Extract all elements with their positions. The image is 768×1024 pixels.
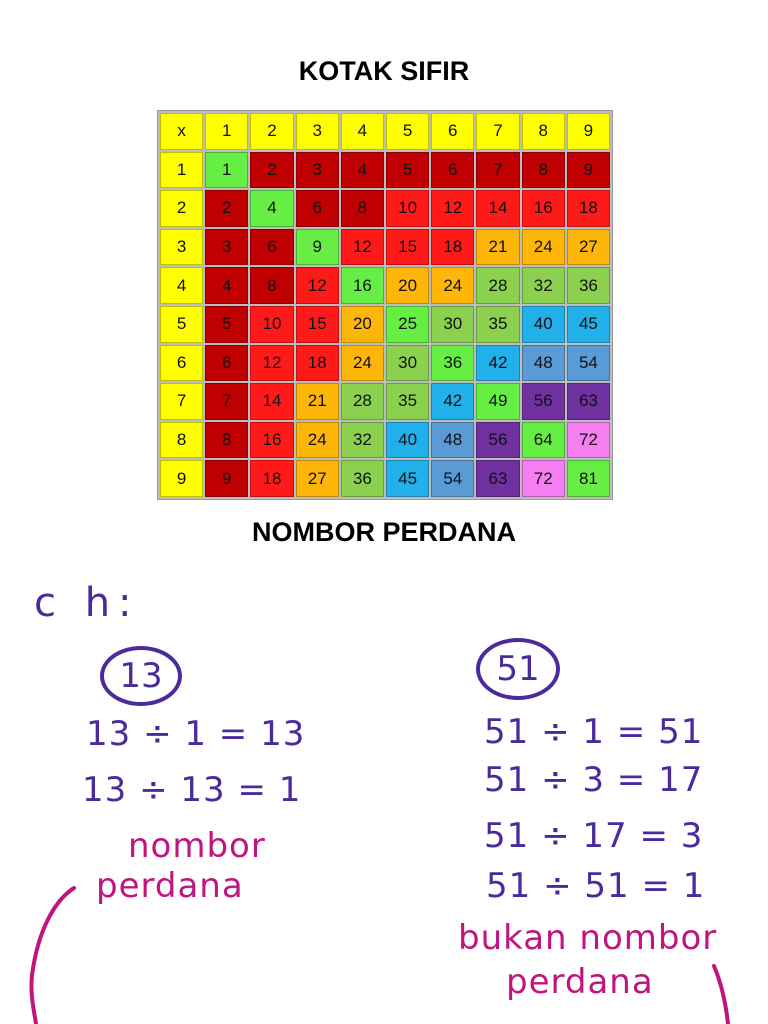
table-cell: 56 (522, 383, 565, 420)
table-cell: 5 (205, 306, 248, 343)
table-column-header: 1 (205, 113, 248, 150)
right-verdict-line-2: perdana (506, 962, 654, 1002)
table-cell: 21 (476, 229, 519, 266)
table-cell: 24 (296, 422, 339, 459)
table-cell: 32 (522, 267, 565, 304)
table-cell: 15 (386, 229, 429, 266)
right-calc-line-4: 51 ÷ 51 = 1 (486, 866, 706, 906)
table-cell: 42 (476, 345, 519, 382)
table-cell: 28 (341, 383, 384, 420)
table-cell: 6 (250, 229, 293, 266)
table-cell: 4 (205, 267, 248, 304)
table-cell: 24 (341, 345, 384, 382)
table-cell: 56 (476, 422, 519, 459)
table-cell: 20 (386, 267, 429, 304)
table-row-header: 6 (160, 345, 203, 382)
table-column-header: 5 (386, 113, 429, 150)
page-title: KOTAK SIFIR (298, 56, 470, 86)
table-cell: 45 (567, 306, 610, 343)
table-cell: 14 (476, 190, 519, 227)
right-calc-line-3: 51 ÷ 17 = 3 (484, 816, 704, 856)
table-cell: 8 (205, 422, 248, 459)
table-cell: 16 (250, 422, 293, 459)
table-cell: 10 (250, 306, 293, 343)
table-cell: 12 (431, 190, 474, 227)
table-cell: 8 (522, 152, 565, 189)
table-row-header: 8 (160, 422, 203, 459)
table-row-header: 9 (160, 460, 203, 497)
table-cell: 2 (250, 152, 293, 189)
table-cell: 25 (386, 306, 429, 343)
table-cell: 32 (341, 422, 384, 459)
example-label: c h: (34, 580, 140, 626)
table-cell: 12 (296, 267, 339, 304)
table-cell: 20 (341, 306, 384, 343)
table-cell: 42 (431, 383, 474, 420)
table-column-header: 9 (567, 113, 610, 150)
table-cell: 4 (341, 152, 384, 189)
multiplication-table (157, 110, 613, 500)
table-cell: 54 (567, 345, 610, 382)
left-verdict-line-1: nombor (128, 826, 266, 866)
table-cell: 3 (205, 229, 248, 266)
table-row-header: 1 (160, 152, 203, 189)
table-column-header: 2 (250, 113, 293, 150)
table-cell: 4 (250, 190, 293, 227)
table-column-header: 8 (522, 113, 565, 150)
table-cell: 8 (341, 190, 384, 227)
table-cell: 48 (522, 345, 565, 382)
table-cell: 36 (341, 460, 384, 497)
table-cell: 14 (250, 383, 293, 420)
table-cell: 36 (567, 267, 610, 304)
right-calc-line-2: 51 ÷ 3 = 17 (484, 760, 704, 800)
table-cell: 24 (522, 229, 565, 266)
table-cell: 40 (522, 306, 565, 343)
table-cell: 8 (250, 267, 293, 304)
table-column-header: 6 (431, 113, 474, 150)
circled-value: 51 (496, 649, 540, 689)
table-cell: 5 (386, 152, 429, 189)
table-cell: 6 (296, 190, 339, 227)
table-cell: 3 (296, 152, 339, 189)
table-cell: 2 (205, 190, 248, 227)
table-cell: 16 (341, 267, 384, 304)
circled-value: 13 (119, 656, 163, 696)
table-cell: 45 (386, 460, 429, 497)
table-cell: 36 (431, 345, 474, 382)
table-column-header: 4 (341, 113, 384, 150)
table-cell: 9 (205, 460, 248, 497)
table-cell: 40 (386, 422, 429, 459)
circled-number-right (476, 638, 560, 700)
table-row-header: 2 (160, 190, 203, 227)
circled-number-left (100, 646, 182, 706)
table-cell: 63 (567, 383, 610, 420)
table-row-header: 5 (160, 306, 203, 343)
table-cell: 12 (250, 345, 293, 382)
left-calc-line-1: 13 ÷ 1 = 13 (86, 714, 306, 754)
table-cell: 18 (250, 460, 293, 497)
table-cell: 64 (522, 422, 565, 459)
table-cell: 63 (476, 460, 519, 497)
table-cell: 18 (296, 345, 339, 382)
table-cell: 35 (386, 383, 429, 420)
table-cell: 18 (431, 229, 474, 266)
table-cell: 9 (567, 152, 610, 189)
table-cell: 6 (431, 152, 474, 189)
table-cell: 35 (476, 306, 519, 343)
table-row-header: 7 (160, 383, 203, 420)
section-title: NOMBOR PERDANA (251, 517, 516, 547)
table-cell: 30 (386, 345, 429, 382)
table-row-header: 3 (160, 229, 203, 266)
table-cell: 9 (296, 229, 339, 266)
table-cell: 81 (567, 460, 610, 497)
table-cell: 27 (567, 229, 610, 266)
right-calc-line-1: 51 ÷ 1 = 51 (484, 712, 704, 752)
table-cell: 49 (476, 383, 519, 420)
table-cell: 72 (522, 460, 565, 497)
table-row-header: 4 (160, 267, 203, 304)
left-verdict-line-2: perdana (96, 866, 244, 906)
table-cell: 7 (205, 383, 248, 420)
left-calc-line-2: 13 ÷ 13 = 1 (82, 770, 302, 810)
table-cell: 28 (476, 267, 519, 304)
right-verdict-line-1: bukan nombor (458, 918, 718, 958)
table-cell: 48 (431, 422, 474, 459)
table-column-header: 7 (476, 113, 519, 150)
table-cell: 18 (567, 190, 610, 227)
table-cell: 15 (296, 306, 339, 343)
table-cell: 12 (341, 229, 384, 266)
table-cell: 6 (205, 345, 248, 382)
table-cell: 16 (522, 190, 565, 227)
table-cell: 10 (386, 190, 429, 227)
table-cell: 24 (431, 267, 474, 304)
table-corner-header: x (160, 113, 203, 150)
table-column-header: 3 (296, 113, 339, 150)
table-cell: 21 (296, 383, 339, 420)
table-cell: 27 (296, 460, 339, 497)
table-cell: 1 (205, 152, 248, 189)
table-cell: 30 (431, 306, 474, 343)
table-cell: 72 (567, 422, 610, 459)
table-cell: 7 (476, 152, 519, 189)
table-cell: 54 (431, 460, 474, 497)
